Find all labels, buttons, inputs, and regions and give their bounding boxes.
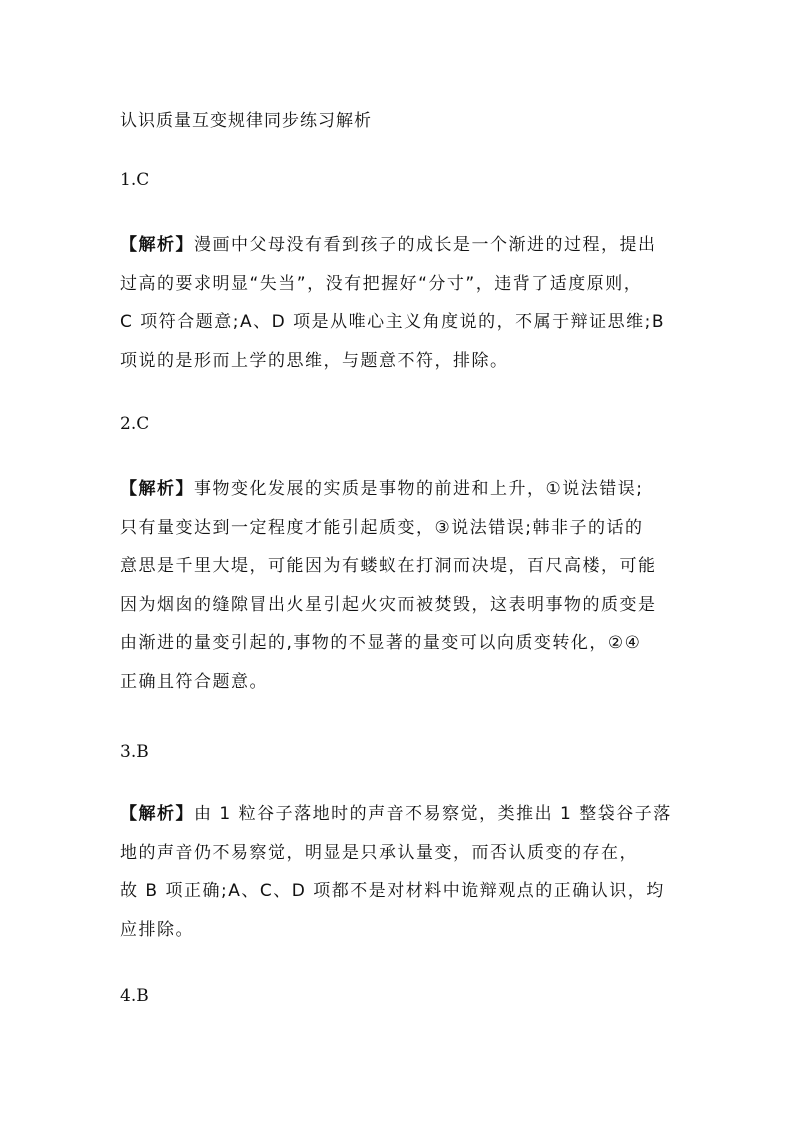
explanation-line: 【解析】由 1 粒谷子落地时的声音不易察觉，类推出 1 整袋谷子落 — [120, 804, 672, 824]
explanation-line: 地的声音仍不易察觉，明显是只承认量变，而否认质变的存在， — [120, 842, 638, 863]
answer-2: 2.C — [120, 414, 150, 434]
explanation-line: 故 B 项正确;A、C、D 项都不是对材料中诡辩观点的正确认识，均 — [120, 881, 665, 901]
explanation-line: 意思是千里大堤，可能因为有蝼蚁在打洞而决堤，百尺高楼，可能 — [120, 556, 657, 576]
explanation-2 — [120, 470, 690, 701]
answer-1: 1.C — [120, 170, 150, 190]
explanation-line: 由渐进的量变引起的,事物的不显著的量变可以向质变转化，②④ — [120, 633, 642, 653]
answer-3: 3.B — [120, 742, 149, 762]
explanation-line: 正确且符合题意。 — [120, 671, 268, 692]
analysis-tag: 【解析】 — [120, 804, 194, 824]
document-title: 认识质量互变规律同步练习解析 — [120, 111, 372, 131]
analysis-tag: 【解析】 — [120, 235, 194, 255]
explanation-line: 项说的是形而上学的思维，与题意不符，排除。 — [120, 350, 509, 371]
explanation-1 — [120, 226, 690, 380]
explanation-line: 【解析】事物变化发展的实质是事物的前进和上升，①说法错误; — [120, 479, 644, 499]
analysis-tag: 【解析】 — [120, 479, 194, 499]
explanation-line: 因为烟囱的缝隙冒出火星引起火灾而被焚毁，这表明事物的质变是 — [120, 594, 657, 615]
explanation-3 — [120, 795, 690, 949]
explanation-line: 过高的要求明显“失当”，没有把握好“分寸”，违背了适度原则， — [120, 273, 643, 294]
answer-4: 4.B — [120, 986, 149, 1006]
explanation-line: 【解析】漫画中父母没有看到孩子的成长是一个渐进的过程，提出 — [120, 235, 657, 255]
explanation-line: C 项符合题意;A、D 项是从唯心主义角度说的，不属于辩证思维;B — [120, 312, 666, 332]
explanation-line: 只有量变达到一定程度才能引起质变，③说法错误;韩非子的话的 — [120, 517, 644, 538]
explanation-line: 应排除。 — [120, 919, 194, 940]
